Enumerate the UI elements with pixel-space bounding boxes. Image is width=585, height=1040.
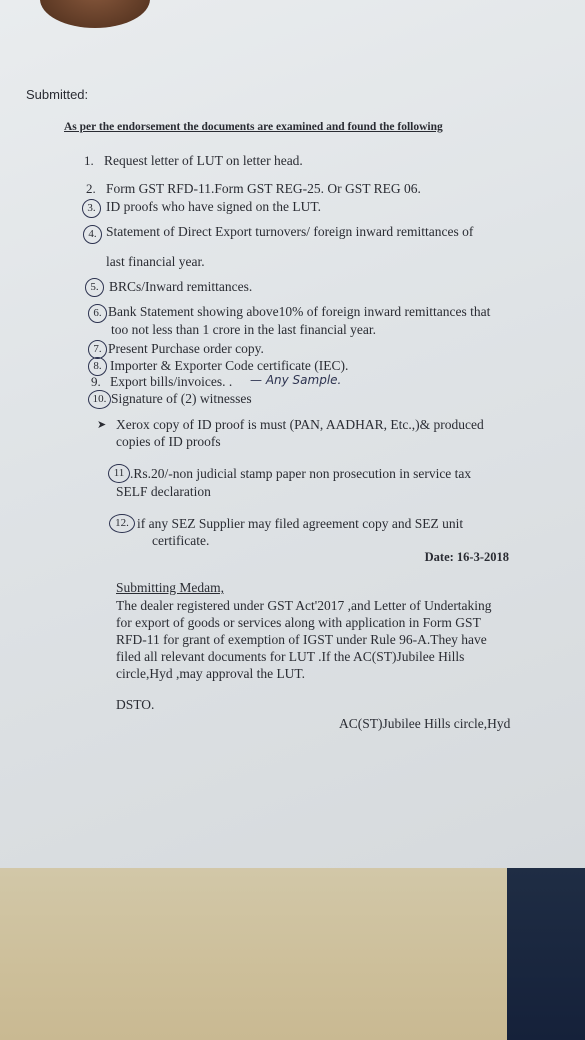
item-10-text: Signature of (2) witnesses <box>111 391 252 406</box>
bullet-line-1: Xerox copy of ID proof is must (PAN, AADHAR, Etc.,)& produced <box>116 417 484 432</box>
item-8-text: Importer & Exporter Code certificate (IEC). <box>110 358 349 373</box>
paragraph-line-2: for export of goods or services along with application in Form GST <box>116 615 481 630</box>
finger-shadow <box>40 0 150 28</box>
item-number-12: 12. <box>109 514 135 533</box>
item-4-line-2: last financial year. <box>106 254 205 269</box>
item-7-text: Present Purchase order copy. <box>108 341 264 356</box>
item-3-text: ID proofs who have signed on the LUT. <box>106 199 321 214</box>
item-number-9: 9. <box>91 374 101 389</box>
submitted-label: Submitted: <box>26 87 89 102</box>
item-number-8: 8. <box>88 357 107 376</box>
item-11-line-2: SELF declaration <box>116 484 211 499</box>
date-line: Date: 16-3-2018 <box>424 550 509 564</box>
item-number-10: 10. <box>88 390 111 409</box>
dsto-label: DSTO. <box>116 697 155 712</box>
item-number-6: 6. <box>88 304 107 323</box>
dark-cloth <box>507 868 585 1040</box>
item-number-7: 7. <box>88 340 107 359</box>
item-9-text: Export bills/invoices. . <box>110 374 233 389</box>
paragraph-line-1: The dealer registered under GST Act'2017 ,and Letter of Undertaking <box>116 598 492 613</box>
paragraph-line-5: circle,Hyd ,may approval the LUT. <box>116 666 306 681</box>
endorsement-heading: As per the endorsement the documents are examined and found the following <box>64 121 443 133</box>
paragraph-line-3: RFD-11 for grant of exemption of IGST under Rule 96-A.They have <box>116 632 487 647</box>
bullet-line-2: copies of ID proofs <box>116 434 221 449</box>
item-5-text: BRCs/Inward remittances. <box>109 279 253 294</box>
signature-line: AC(ST)Jubilee Hills circle,Hyd <box>339 716 511 731</box>
paragraph-line-4: filed all relevant documents for LUT .If the AC(ST)Jubilee Hills <box>116 649 465 664</box>
item-number-4: 4. <box>83 225 102 244</box>
item-number-2: 2. <box>86 181 96 196</box>
item-12-line-2: certificate. <box>152 533 210 548</box>
item-6-line-1: Bank Statement showing above10% of foreign inward remittances that <box>108 304 491 319</box>
item-number-1: 1. <box>84 153 94 168</box>
item-1-text: Request letter of LUT on letter head. <box>104 153 303 168</box>
item-number-3: 3. <box>82 199 101 218</box>
item-4-line-1: Statement of Direct Export turnovers/ foreign inward remittances of <box>106 224 474 239</box>
desk-surface <box>0 860 585 1040</box>
item-number-5: 5. <box>85 278 104 297</box>
item-number-11: 11 <box>108 464 130 483</box>
item-2-text: Form GST RFD-11.Form GST REG-25. Or GST REG 06. <box>106 181 421 196</box>
handwritten-note: — Any Sample. <box>250 373 342 387</box>
item-11-line-1: .Rs.20/-non judicial stamp paper non prosecution in service tax <box>130 466 472 481</box>
item-6-line-2: too not less than 1 crore in the last financial year. <box>111 322 377 337</box>
arrow-bullet-icon: ➤ <box>97 419 107 431</box>
item-12-line-1: if any SEZ Supplier may filed agreement copy and SEZ unit <box>137 516 464 531</box>
submitting-heading: Submitting Medam, <box>116 580 224 595</box>
